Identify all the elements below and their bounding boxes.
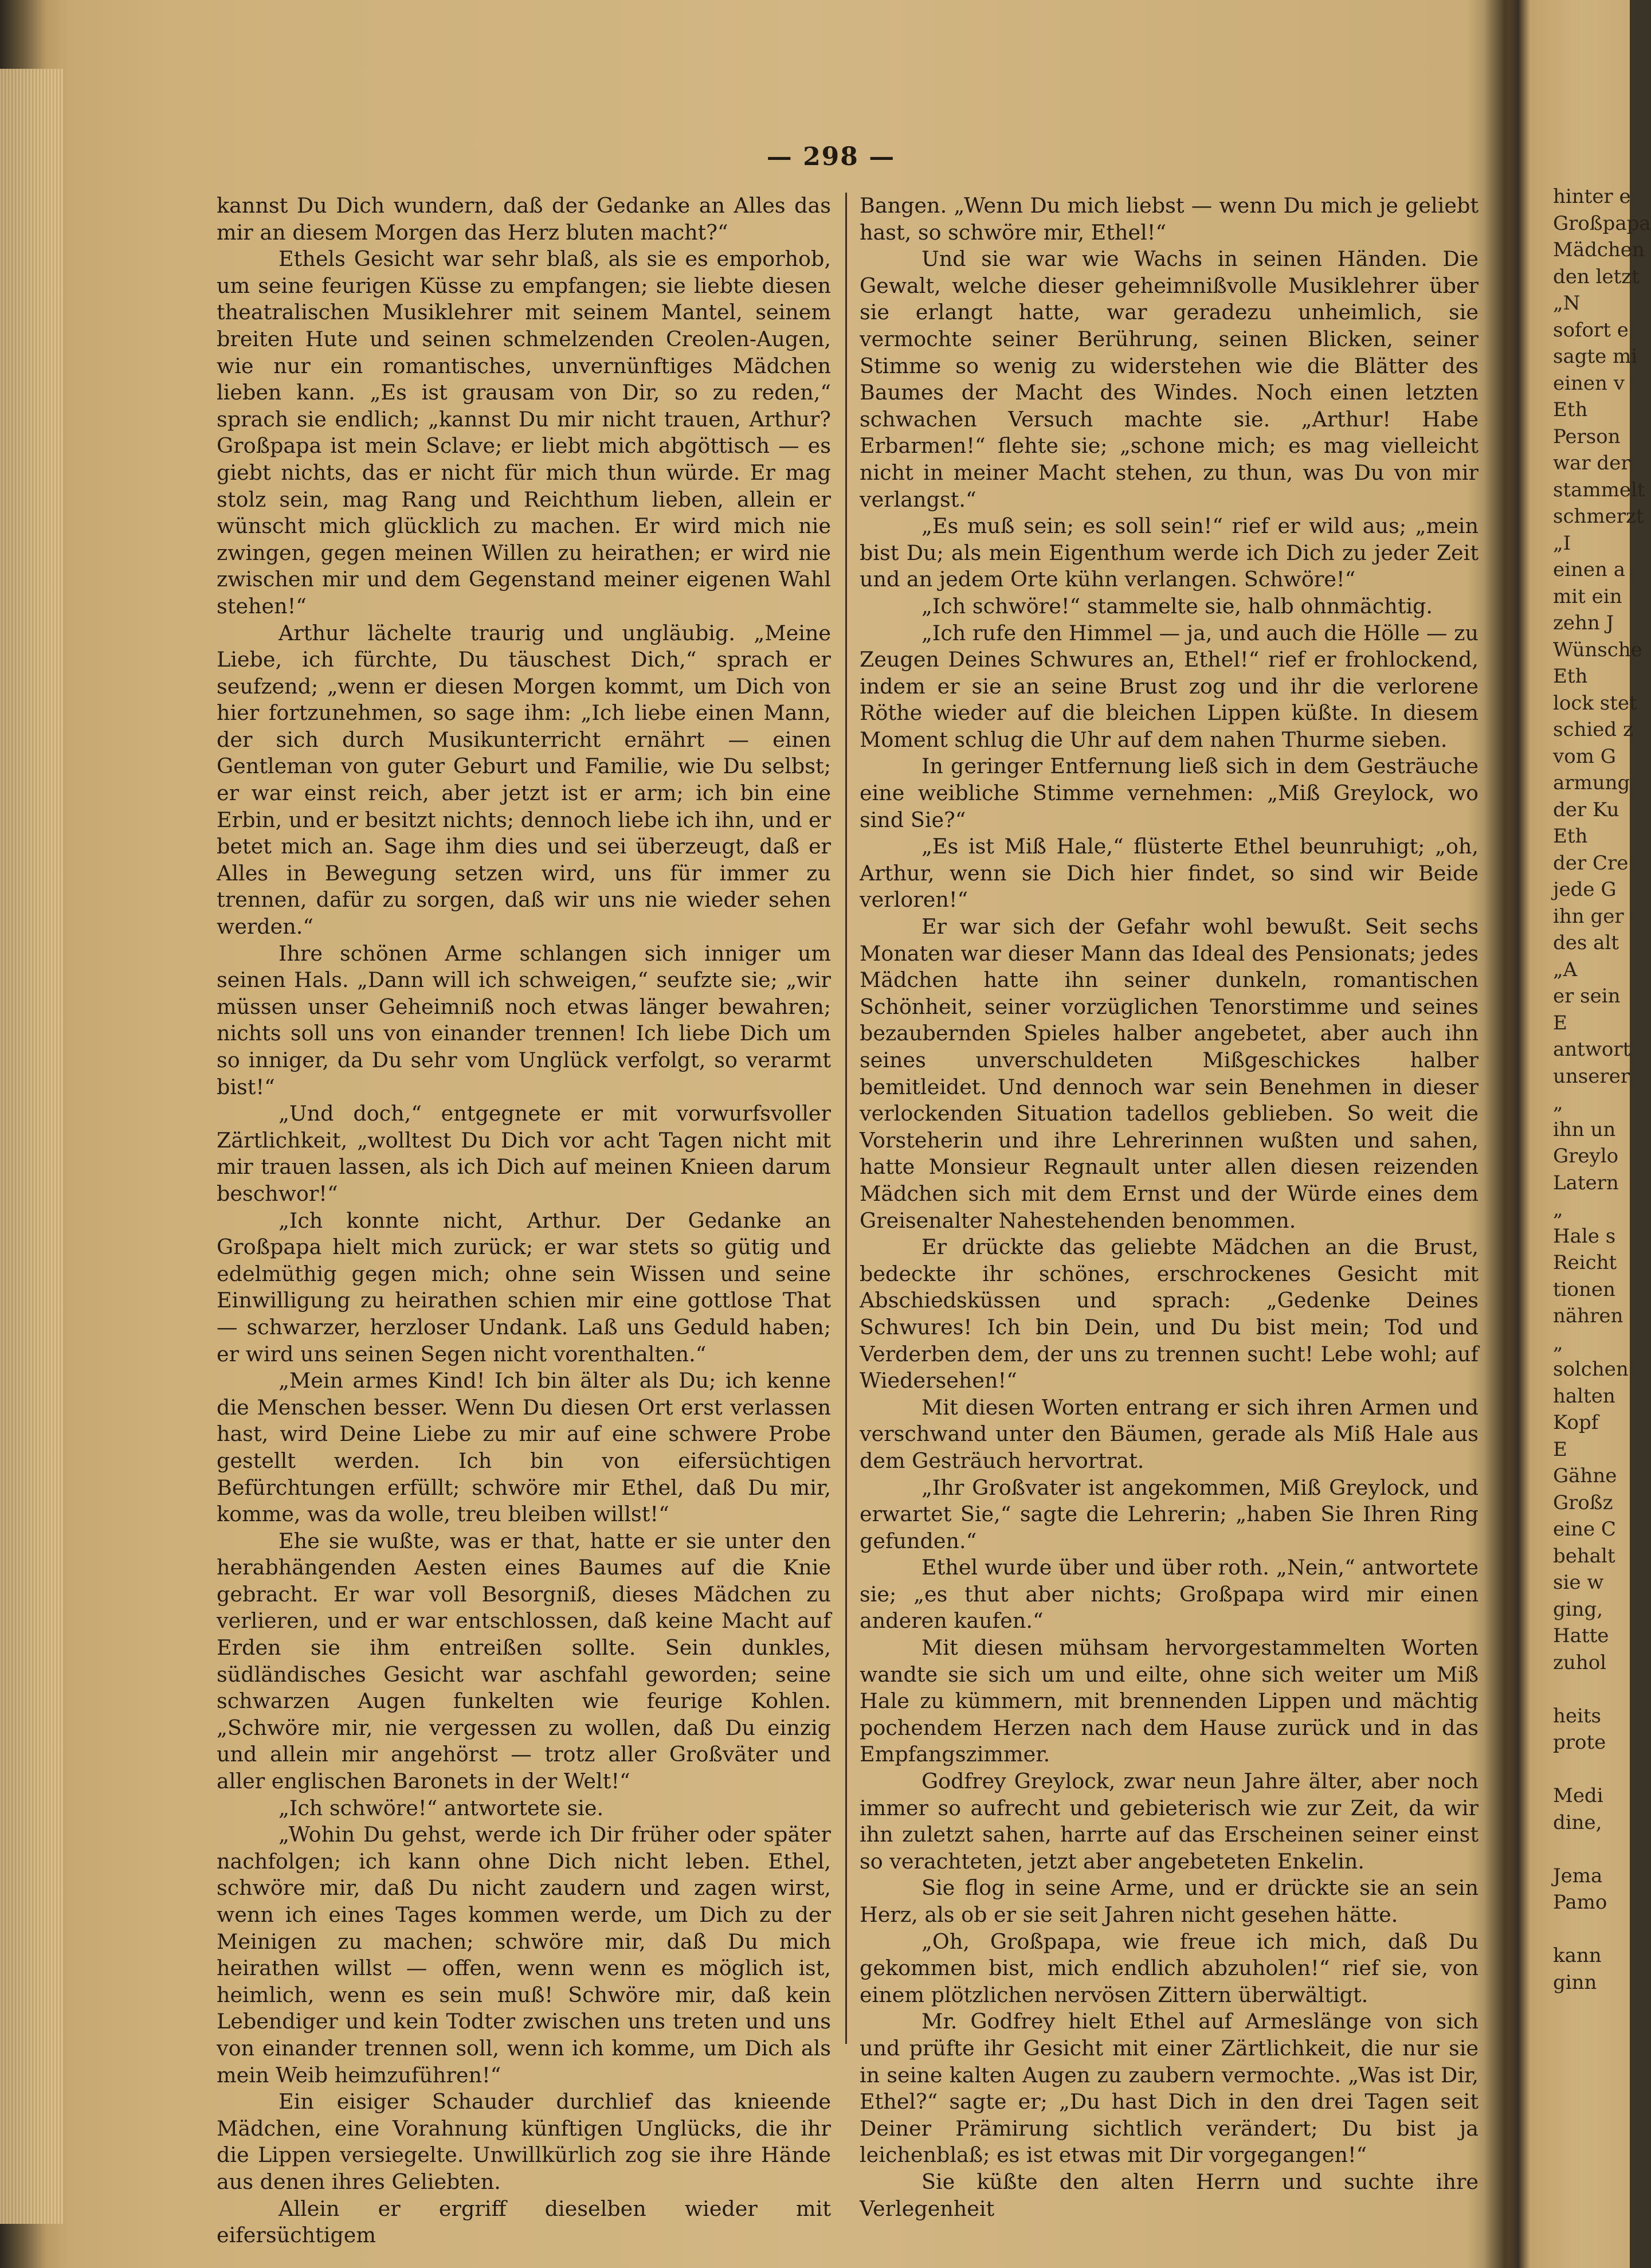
- book-gutter-shadow: [1484, 0, 1519, 2268]
- paragraph: Mr. Godfrey hielt Ethel auf Armeslänge von sich und prüfte ihr Gesicht mit einer Zärtlichkeit, die nur sie in seine kalten Augen zu zaubern vermochte. „Was ist Dir, Ethel?“ sagte er; „Du hast Dich in den drei Tagen seit Deiner Prämirung sichtlich verändert; Du bist ja leichenblaß; es ist etwas mit Dir vorgegangen!“: [860, 2009, 1479, 2168]
- paragraph: Godfrey Greylock, zwar neun Jahre älter, aber noch immer so aufrecht und gebieterisch wie zur Zeit, da wir ihn zuletzt sahen, harrte auf das Erscheinen seiner einst so verachteten, jetzt aber angebeteten Enkelin.: [860, 1769, 1479, 1874]
- next-page-fragment: war der: [1553, 452, 1630, 475]
- next-page-fragment: heits: [1553, 1704, 1602, 1728]
- next-page-fragment: sie w: [1553, 1571, 1604, 1594]
- next-page-fragment: zehn J: [1553, 612, 1614, 634]
- next-page-fragment: stammelt: [1553, 478, 1645, 502]
- next-page-fragment: hinter e: [1553, 185, 1631, 208]
- next-page-fragment: kann: [1553, 1944, 1602, 1967]
- next-page-fragment: Medi: [1553, 1784, 1603, 1807]
- paragraph: Sie küßte den alten Herrn und suchte ihre Verlegenheit: [860, 2169, 1479, 2221]
- next-page-fragment: eine C: [1553, 1518, 1616, 1541]
- next-page-fragment: des alt: [1553, 931, 1619, 954]
- paragraph: Ethels Gesicht war sehr blaß, als sie es emporhob, um seine feurigen Küsse zu empfangen; sie liebte diesen theatralischen Musiklehrer mit seinem Mantel, seinem breiten Hute und seinen schmelzenden Creolen-Augen, wie nur ein romantisches, unvernünftiges Mädchen lieben kann. „Es ist grausam von Dir, so zu reden,“ sprach sie endlich; „kannst Du mir nicht trauen, Arthur? Großpapa ist mein Sclave; er liebt mich abgöttisch — es giebt nichts, das er nicht für mich thun würde. Er mag stolz sein, mag Rang und Reichthum lieben, allein er wünscht mich glücklich zu machen. Er wird mich nie zwingen, gegen meinen Willen zu heirathen; er wird nie zwischen mir und dem Gegenstand meiner eigenen Wahl stehen!“: [217, 246, 831, 618]
- next-page-fragment: [1553, 1916, 1630, 1943]
- next-page-fragment: schied z: [1553, 718, 1633, 741]
- paragraph: „Wohin Du gehst, werde ich Dir früher oder später nachfolgen; ich kann ohne Dich nicht leben. Ethel, schwöre mir, daß Du nicht zaudern und zagen wirst, wenn ich eines Tages kommen werde, um Dich zu der Meinigen zu machen; schwöre mir, daß Du mich heirathen willst — offen, wenn wenn es möglich ist, heimlich, wenn es sein muß! Schwöre mir, daß kein Lebendiger und kein Todter zwischen uns treten und uns von einander trennen soll, wenn ich komme, um Dich als mein Weib heimzuführen!“: [217, 1822, 831, 2087]
- next-page-fragment: nähren: [1553, 1305, 1623, 1327]
- next-page-fragment: „: [1553, 1331, 1563, 1354]
- column-divider: [845, 193, 847, 2044]
- paragraph: Mit diesen mühsam hervorgestammelten Worten wandte sie sich um und eilte, ohne sich weiter um Miß Hale zu kümmern, mit brennenden Lippen und mächtig pochendem Herzen nach dem Hause zurück und in das Empfangszimmer.: [860, 1635, 1479, 1767]
- next-page-fragment: halten: [1553, 1384, 1615, 1408]
- next-page-fragment: den letzt: [1553, 265, 1640, 288]
- next-page-fragment: unserer: [1553, 1064, 1630, 1088]
- next-page-fragment: Person: [1553, 425, 1621, 448]
- left-text-column: [217, 193, 831, 2248]
- next-page-fragment: behalt: [1553, 1544, 1615, 1568]
- next-page-fragment: mit ein: [1553, 585, 1622, 608]
- next-page-fragment: dine,: [1553, 1811, 1602, 1834]
- next-page-fragment: Großz: [1553, 1491, 1613, 1514]
- paragraph: „Mein armes Kind! Ich bin älter als Du; ich kenne die Menschen besser. Wenn Du diesen Ort erst verlassen hast, wird Deine Liebe zu mir auf eine schwere Probe gestellt werden. Ich bin von eifersüchtigen Befürchtungen erfüllt; schwöre mir Ethel, daß Du mir, komme, was da wolle, treu bleiben willst!“: [217, 1368, 831, 1527]
- next-page-fragment: ging,: [1553, 1597, 1603, 1621]
- next-page-fragment: Eth: [1553, 665, 1588, 688]
- paragraph: „Ich schwöre!“ stammelte sie, halb ohnmächtig.: [921, 593, 1433, 618]
- next-page-fragment: Reicht: [1553, 1251, 1617, 1274]
- paragraph: Mit diesen Worten entrang er sich ihren Armen und verschwand unter den Bäumen, gerade als Miß Hale aus dem Gesträuch hervortrat.: [860, 1395, 1479, 1473]
- paragraph: Ethel wurde über und über roth. „Nein,“ antwortete sie; „es thut aber nichts; Großpapa wird mir einen anderen kaufen.“: [860, 1555, 1479, 1634]
- paragraph: Sie flog in seine Arme, und er drückte sie an sein Herz, als ob er sie seit Jahren nicht gesehen hätte.: [860, 1875, 1479, 1927]
- next-page-fragment: prote: [1553, 1731, 1606, 1754]
- next-page-fragment: schmerzt: [1553, 505, 1644, 528]
- next-page-fragment: „: [1553, 1198, 1563, 1221]
- paragraph: „Ich rufe den Himmel — ja, und auch die Hölle — zu Zeugen Deines Schwures an, Ethel!“ rief er frohlockend, indem er sie an seine Brust zog und ihr die verlorene Röthe wieder auf die bleichen Lippen küßte. In diesem Moment schlug die Uhr auf dem nahen Thurme sieben.: [860, 620, 1479, 752]
- next-page-fragment: lock stet: [1553, 691, 1637, 715]
- next-page-fragment: vom G: [1553, 745, 1616, 768]
- next-page-fragment: Jema: [1553, 1864, 1603, 1887]
- next-page-fragment: ginn: [1553, 1971, 1597, 1994]
- book-page-edges: [0, 69, 63, 2224]
- paragraph: Er war sich der Gefahr wohl bewußt. Seit sechs Monaten war dieser Mann das Ideal des Pensionats; jedes Mädchen hatte ihn seiner dunkeln, romantischen Schönheit, seiner vorzüglichen Tenorstimme und seines bezaubernden Spieles halber angebetet, aber auch ihn seines unverschuldeten Mißgeschickes halber bemitleidet. Und dennoch war sein Benehmen in dieser verlockenden Situation tadellos geblieben. So weit die Vorsteherin und ihre Lehrerinnen wußten und sahen, hatte Monsieur Regnault unter allen diesen reizenden Mädchen sich mit dem Ernst und der Würde eines dem Greisenalter Nahestehenden benommen.: [860, 914, 1479, 1233]
- next-page-fragment: der Ku: [1553, 798, 1619, 821]
- next-page-fragment: Großpapa: [1553, 211, 1651, 235]
- paragraph: Bangen. „Wenn Du mich liebst — wenn Du mich je geliebt hast, so schwöre mir, Ethel!“: [860, 193, 1479, 245]
- next-page-fragment: Hatte: [1553, 1624, 1609, 1647]
- paragraph: Ihre schönen Arme schlangen sich inniger um seinen Hals. „Dann will ich schweigen,“ seufzte sie; „wir müssen unser Geheimniß noch etwas länger bewahren; nichts soll uns von einander trennen! Ich liebe Dich um so inniger, da Du sehr vom Unglück verfolgt, so verarmt bist!“: [217, 941, 831, 1099]
- next-page-fragment: Gähne: [1553, 1464, 1617, 1487]
- paragraph: „Oh, Großpapa, wie freue ich mich, daß Du gekommen bist, mich endlich abzuholen!“ rief sie, von einem plötzlichen nervösen Zittern überwältigt.: [860, 1929, 1479, 2007]
- next-page-fragment: Pamo: [1553, 1891, 1607, 1914]
- next-page-fragment: Eth: [1553, 398, 1588, 421]
- next-page-fragment: Latern: [1553, 1171, 1619, 1194]
- next-page-fragment: „I: [1553, 531, 1571, 555]
- page-number: — 298 —: [766, 142, 896, 171]
- next-page-fragment: Kopf: [1553, 1411, 1599, 1434]
- next-page-fragment: einen a: [1553, 558, 1625, 581]
- paragraph: „Es muß sein; es soll sein!“ rief er wild aus; „mein bist Du; als mein Eigenthum werde ich Dich zu jeder Zeit und an jedem Orte kühn verlangen. Schwöre!“: [860, 514, 1479, 592]
- next-page-fragment: jede G: [1553, 878, 1617, 901]
- next-page-fragment: tionen: [1553, 1278, 1615, 1301]
- paragraph: „Und doch,“ entgegnete er mit vorwurfsvoller Zärtlichkeit, „wolltest Du Dich vor acht Tagen nicht mit mir trauen lassen, als ich Dich auf meinen Knieen darum beschwor!“: [217, 1101, 831, 1206]
- next-page-fragment: „N: [1553, 292, 1581, 315]
- paragraph: Er drückte das geliebte Mädchen an die Brust, bedeckte ihr schönes, erschrockenes Gesicht mit Abschiedsküssen und sprach: „Gedenke Deines Schwures! Ich bin Dein, und Du bist mein; Tod und Verderben dem, der uns zu trennen sucht! Lebe wohl; auf Wiedersehen!“: [860, 1235, 1479, 1393]
- next-page-fragment: Hale s: [1553, 1224, 1616, 1248]
- next-page-fragment: zuhol: [1553, 1651, 1607, 1674]
- next-page-fragment: Greylo: [1553, 1145, 1619, 1168]
- next-page-fragment: „: [1553, 1091, 1563, 1114]
- next-page-fragment: ihn un: [1553, 1118, 1616, 1141]
- next-page-cropped-text: [1553, 183, 1651, 2052]
- next-page-fragment: [1553, 1756, 1630, 1783]
- next-page-fragment: E: [1553, 1011, 1567, 1035]
- paragraph: Ein eisiger Schauder durchlief das knieende Mädchen, eine Vorahnung künftigen Unglücks, die ihr die Lippen versiegelte. Unwillkürlich zog sie ihre Hände aus denen ihres Geliebten.: [217, 2089, 831, 2194]
- next-page-fragment: er sein: [1553, 985, 1621, 1008]
- next-page-fragment: „A: [1553, 958, 1578, 981]
- next-page-fragment: Eth: [1553, 825, 1588, 848]
- next-page-fragment: ihn ger: [1553, 904, 1624, 928]
- next-page-fragment: [1553, 1676, 1630, 1703]
- next-page-fragment: solchen: [1553, 1358, 1629, 1381]
- paragraph: In geringer Entfernung ließ sich in dem Gesträuche eine weibliche Stimme vernehmen: „Miß Greylock, wo sind Sie?“: [860, 754, 1479, 832]
- next-page-fragment: einen v: [1553, 371, 1625, 395]
- paragraph: „Ich schwöre!“ antwortete sie.: [279, 1795, 604, 1820]
- paragraph: kannst Du Dich wundern, daß der Gedanke an Alles das mir an diesem Morgen das Herz bluten macht?“: [217, 193, 831, 245]
- next-page-fragment: [1553, 1836, 1630, 1863]
- next-page-fragment: antwort: [1553, 1038, 1631, 1061]
- paragraph: Arthur lächelte traurig und ungläubig. „Meine Liebe, ich fürchte, Du täuschest Dich,“ sprach er seufzend; „wenn er diesen Morgen kommt, um Dich von hier fortzunehmen, so sage ihm: „Ich liebe einen Mann, der sich durch Musikunterricht ernährt — einen Gentleman von guter Geburt und Familie, wie Du selbst; er war einst reich, aber jetzt ist er arm; ich bin eine Erbin, und er besitzt nichts; dennoch liebe ich ihn, und er betet mich an. Sage ihm dies und sei überzeugt, daß er Alles in Bewegung setzen wird, uns für immer zu trennen, dafür zu sorgen, daß wir uns nie wieder sehen werden.“: [217, 620, 831, 939]
- next-page-fragment: der Cre: [1553, 851, 1629, 875]
- paragraph: „Ihr Großvater ist angekommen, Miß Greylock, und erwartet Sie,“ sagte die Lehrerin; „haben Sie Ihren Ring gefunden.“: [860, 1475, 1479, 1553]
- paragraph: „Ich konnte nicht, Arthur. Der Gedanke an Großpapa hielt mich zurück; er war stets so gütig und edelmüthig gegen mich; ohne sein Wissen und seine Einwilligung zu heirathen schien mir eine gottlose That — schwarzer, herzloser Undank. Laß uns Geduld haben; er wird uns seinen Segen nicht vorenthalten.“: [217, 1208, 831, 1366]
- next-page-fragment: sofort e: [1553, 318, 1629, 342]
- next-page-fragment: E: [1553, 1437, 1567, 1461]
- paragraph: Allein er ergriff dieselben wieder mit eifersüchtigem: [217, 2196, 831, 2248]
- right-text-column: [860, 193, 1479, 2221]
- next-page-fragment: Wünsche: [1553, 638, 1642, 661]
- next-page-fragment: armung: [1553, 771, 1630, 794]
- next-page-fragment: sagte mi: [1553, 345, 1638, 368]
- paragraph: Und sie war wie Wachs in seinen Händen. Die Gewalt, welche dieser geheimnißvolle Musiklehrer über sie erlangt hatte, war geradezu unheimlich, sie vermochte seiner Berührung, seinen Blicken, seiner Stimme so wenig zu widerstehen wie die Blätter des Baumes der Macht des Windes. Noch einen letzten schwachen Versuch machte sie. „Arthur! Habe Erbarmen!“ flehte sie; „schone mich; es mag vielleicht nicht in meiner Macht stehen, zu thun, was Du von mir verlangst.“: [860, 246, 1479, 512]
- next-page-fragment: Mädchen: [1553, 238, 1645, 261]
- paragraph: „Es ist Miß Hale,“ flüsterte Ethel beunruhigt; „oh, Arthur, wenn sie Dich hier findet, so sind wir Beide verloren!“: [860, 834, 1479, 912]
- paragraph: Ehe sie wußte, was er that, hatte er sie unter den herabhängenden Aesten eines Baumes auf die Knie gebracht. Er war voll Besorgniß, dieses Mädchen zu verlieren, und er war entschlossen, daß keine Macht auf Erden sie ihm entreißen sollte. Sein dunkles, südländisches Gesicht war aschfahl geworden; seine schwarzen Augen funkelten wie feurige Kohlen. „Schwöre mir, nie vergessen zu wollen, daß Du einzig und allein mir angehörst — trotz aller Großväter und aller englischen Baronets in der Welt!“: [217, 1528, 831, 1794]
